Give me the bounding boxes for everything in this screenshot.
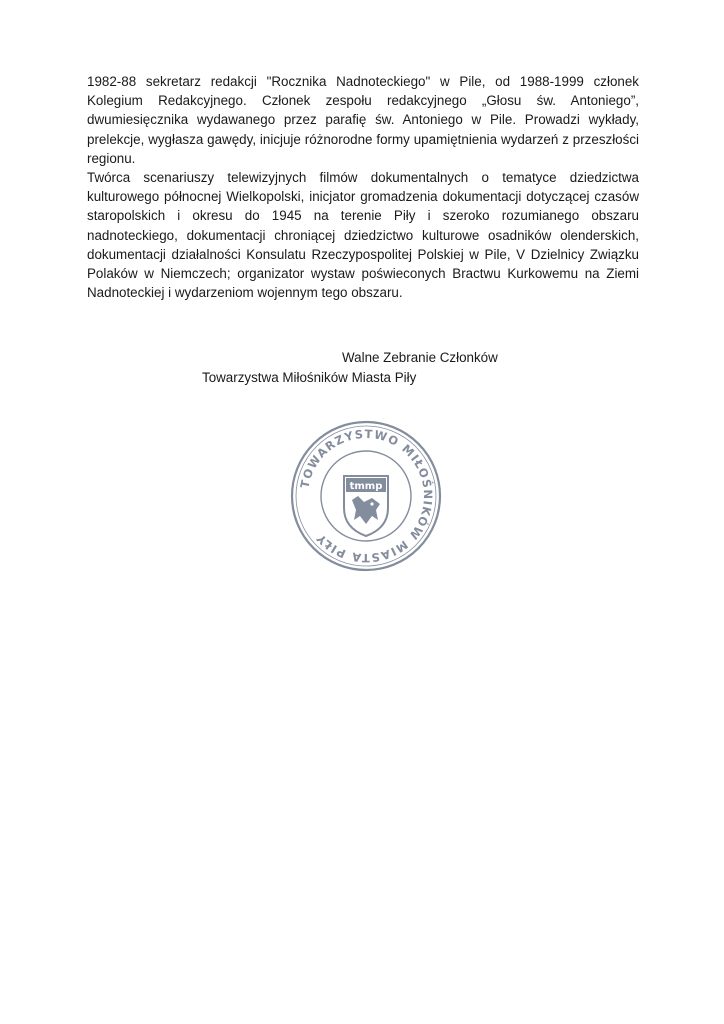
stamp-emblem-text: tmmp — [349, 481, 383, 492]
document-body — [87, 72, 639, 302]
shield-icon — [344, 476, 388, 536]
signature-line-2: Towarzystwa Miłośników Miasta Piły — [202, 370, 417, 385]
society-seal-stamp — [286, 416, 446, 576]
paragraph-activities: Twórca scenariuszy telewizyjnych filmów dokumentalnych o tematyce dziedzictwa kulturowego północnej Wielkopolski, inicjator gromadzenia dokumentacji dotyczącej czasów staropolskich i okresu do 1945 na terenie Piły i szeroko rozumianego obszaru nadnoteckiego, dokumentacji chroniącej dziedzictwo kulturowe osadników olenderskich, dokumentacji działalności Konsulatu Rzeczypospolitej Polskiej w Pile, V Dzielnicy Związku Polaków w Niemczech; organizator wystaw poświeconych Bractwu Kurkowemu na Ziemi Nadnoteckiej i wydarzeniom wojennym tego obszaru. — [87, 170, 639, 301]
stamp-ring-text: TOWARZYSTWO MIŁOŚNIKÓW MIASTA PIŁY — [297, 426, 436, 566]
svg-text:TOWARZYSTWO MIŁOŚNIKÓW MIASTA — [298, 427, 436, 565]
signature-line-1: Walne Zebranie Członków — [342, 350, 498, 365]
paragraph-career: 1982-88 sekretarz redakcji "Rocznika Nadnoteckiego" w Pile, od 1988-1999 członek Kolegium Redakcyjnego. Członek zespołu redakcyjnego „Głosu św. Antoniego”, dwumiesięcznika wydawanego przez parafię św. Antoniego w Pile. Prowadzi wykłady, prelekcje, wygłasza gawędy, inicjuje różnorodne formy upamiętnienia wydarzeń z przeszłości regionu. — [87, 74, 639, 166]
